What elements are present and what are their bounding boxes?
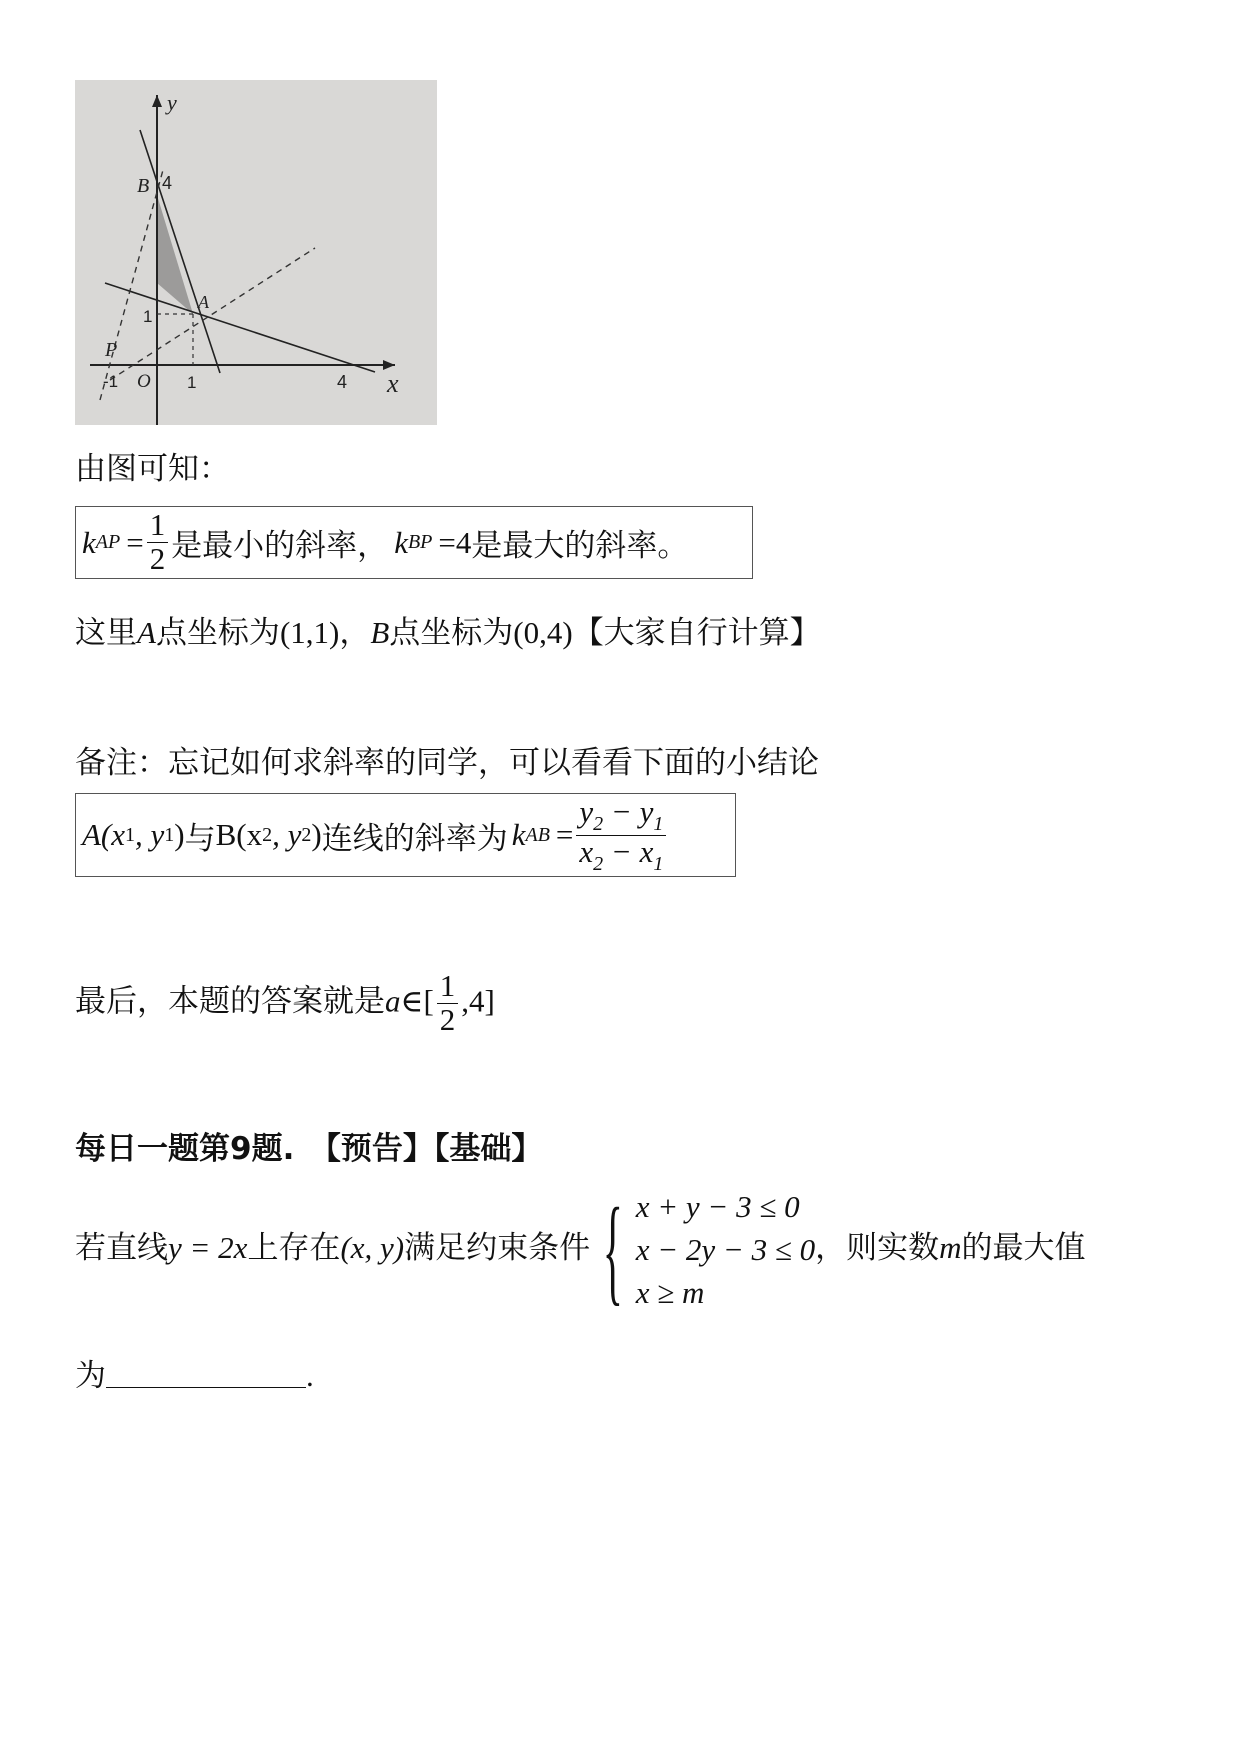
variable-m: m	[939, 1230, 962, 1265]
answer-blank[interactable]	[106, 1359, 306, 1388]
label-origin-O: O	[137, 371, 151, 392]
tick-y-4: 4	[162, 173, 173, 193]
answer-text: 最后，本题的答案就是	[75, 983, 385, 1020]
label-y-axis: y	[167, 90, 177, 115]
subscript-ab: AB	[525, 823, 550, 846]
subscript-ap: AP	[95, 531, 121, 553]
slope-fraction	[576, 793, 666, 875]
answer-variable: a	[385, 983, 401, 1019]
sub-2b: 2	[301, 823, 312, 846]
slope-formula-box	[75, 793, 736, 877]
subscript-bp: BP	[407, 531, 433, 553]
point-a-value: (1,1)	[279, 615, 340, 650]
comma-y: , y	[135, 817, 165, 852]
constraint-2: x − 2y − 3 ≤ 0	[635, 1232, 816, 1267]
tick-x-neg1: -1	[103, 372, 119, 391]
label-x-axis: x	[387, 369, 399, 398]
coords-text-2: 点坐标为	[155, 615, 280, 651]
sub-1a: 1	[125, 823, 136, 846]
constraint-1: x + y − 3 ≤ 0	[635, 1189, 800, 1224]
point-b-expr: B(x	[215, 817, 263, 852]
fraction-numerator: 1	[147, 509, 169, 543]
constraint-brace: {	[602, 1182, 623, 1316]
equals-sign-2: =	[555, 817, 574, 852]
sub-2a: 2	[262, 823, 273, 846]
note-text: 备注：忘记如何求斜率的同学，可以看看下面的小结论	[75, 745, 819, 781]
answer-tail: ,4]	[461, 983, 495, 1019]
k-symbol-ab: k	[511, 817, 526, 852]
coordinates-line	[75, 607, 821, 652]
max-slope-text: 是最大的斜率。	[471, 528, 689, 564]
problem-text-2: 上存在	[247, 1230, 341, 1266]
slope-summary-box	[75, 506, 753, 579]
photo-background	[75, 80, 437, 425]
equals-sign: =	[126, 524, 144, 560]
graph-svg	[75, 80, 437, 425]
slope-numerator: $y_2 - y_1$	[576, 796, 666, 836]
point-a-symbol: A	[137, 615, 156, 650]
tick-x-1: 1	[187, 373, 197, 392]
problem-text-3: 满足约束条件	[404, 1230, 591, 1266]
label-point-P: P	[105, 339, 118, 361]
answer-line	[75, 970, 495, 1036]
coordinate-graph-figure	[75, 80, 437, 425]
label-point-B: B	[137, 175, 150, 197]
constraint-3: x ≥ m	[635, 1275, 705, 1310]
problem-text-1: 若直线	[75, 1230, 168, 1266]
k-symbol-2: k	[394, 524, 408, 560]
coords-text-4: 点坐标为	[389, 615, 514, 651]
answer-denominator: 2	[439, 1001, 456, 1037]
coords-text-1: 这里	[75, 615, 137, 651]
fraction-one-half	[147, 509, 169, 575]
point-xy: (x, y)	[340, 1230, 405, 1265]
problem-text-6: 为	[75, 1358, 106, 1394]
answer-numerator: 1	[437, 970, 459, 1004]
fraction-denominator: 2	[149, 541, 166, 576]
equals-four: =4	[438, 524, 472, 560]
point-b-symbol: B	[370, 615, 390, 650]
slope-is-text: 连线的斜率为	[321, 820, 508, 857]
and-text: 与	[184, 820, 216, 857]
min-slope-text: 是最小的斜率，	[171, 528, 389, 564]
daily-problem-heading: 每日一题第9题. 【预告】【基础】	[75, 1131, 543, 1167]
point-b-value: (0,4)	[513, 615, 573, 650]
intro-text: 由图可知：	[75, 451, 230, 487]
answer-fraction	[437, 970, 459, 1036]
problem-statement	[75, 1182, 1086, 1316]
point-a-expr: A(x	[82, 817, 126, 852]
label-point-A: A	[198, 292, 209, 312]
k-symbol: k	[82, 524, 96, 560]
paren-close-2: )	[311, 817, 322, 852]
slope-denominator: $x_2 - x_1$	[579, 833, 664, 875]
tick-x-4: 4	[337, 372, 348, 392]
coords-text-5: 【大家自行计算】	[572, 615, 821, 651]
coords-comma: ，	[339, 615, 371, 651]
problem-text-4: ，则实数	[815, 1230, 940, 1266]
period: .	[306, 1358, 314, 1393]
problem-text-5: 的最大值	[961, 1230, 1086, 1266]
line-equation: y = 2x	[168, 1230, 248, 1265]
tick-y-1: 1	[143, 307, 153, 326]
paren-close-1: )	[174, 817, 185, 852]
sub-1b: 1	[164, 823, 175, 846]
answer-in-bracket: ∈[	[400, 983, 434, 1019]
constraint-system	[636, 1185, 815, 1314]
comma-y-2: , y	[272, 817, 302, 852]
answer-blank-line	[75, 1350, 314, 1395]
